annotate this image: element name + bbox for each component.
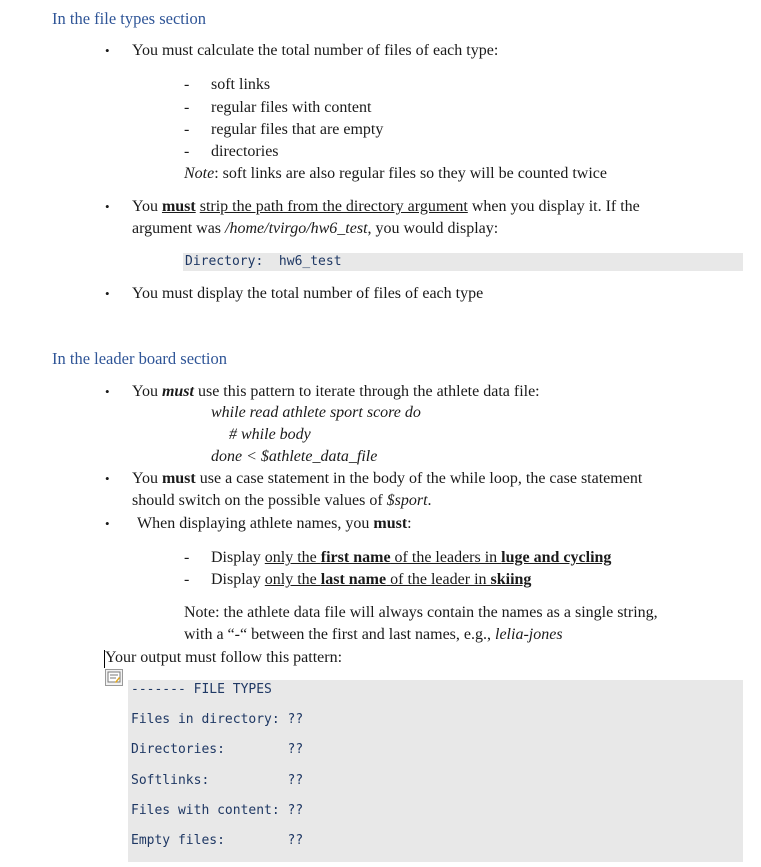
bullet-icon: •	[105, 43, 110, 58]
list-item: regular files with content	[211, 99, 372, 116]
text: of the leader in	[386, 571, 491, 588]
first-name-rule	[211, 549, 611, 567]
emphasis-must: must	[373, 515, 408, 532]
output-code-line: Empty files: ??	[131, 833, 304, 848]
emphasis-must: must	[161, 383, 194, 400]
strip-path-bullet	[132, 198, 640, 216]
athlete-names-bullet	[137, 515, 412, 533]
text: when you display it. If the	[467, 198, 640, 215]
strip-path-bullet-line2	[132, 220, 498, 238]
last-name-rule	[211, 571, 531, 589]
leader-board-heading: In the leader board section	[52, 349, 228, 368]
emphasis: first name	[320, 549, 391, 566]
pattern-code-line	[229, 426, 311, 444]
text: You	[132, 383, 162, 400]
edit-note-icon[interactable]	[105, 669, 123, 686]
case-statement-bullet	[132, 470, 642, 488]
text: Display	[211, 549, 265, 566]
text: with a “-“ between the first and last names, e.g.,	[184, 626, 495, 643]
text: should switch on the possible values of	[132, 492, 387, 509]
dash-marker: -	[184, 76, 190, 93]
output-code-line: Softlinks: ??	[131, 773, 304, 788]
text: only the	[264, 549, 321, 566]
pattern-bullet	[132, 383, 540, 401]
text: use a case statement in the body of the while loop, the case statement	[195, 470, 643, 487]
note-text: : soft links are also regular files so they will be counted twice	[214, 165, 607, 182]
dash-marker: -	[184, 143, 190, 160]
emphasis: last name	[320, 571, 387, 588]
file-types-heading: In the file types section	[52, 9, 206, 28]
sport-variable: $sport	[386, 492, 428, 509]
list-item: directories	[211, 143, 279, 160]
text: When displaying athlete names, you	[137, 515, 374, 532]
example-path: /home/tvirgo/hw6_test	[225, 220, 368, 237]
code-text: while read athlete sport score do	[211, 404, 421, 421]
soft-links-note	[184, 165, 607, 183]
emphasis: luge and cycling	[501, 549, 612, 566]
output-code-line: ------- FILE TYPES	[131, 682, 272, 697]
text: You	[132, 470, 162, 487]
dash-marker: -	[184, 549, 190, 566]
bullet-icon: •	[105, 286, 110, 301]
directory-code-line: Directory: hw6_test	[185, 254, 342, 269]
pattern-code-line	[211, 448, 377, 466]
output-code-line: Files in directory: ??	[131, 712, 304, 727]
strip-path-underlined: strip the path from the directory argument	[199, 198, 468, 215]
emphasis-must: must	[161, 470, 196, 487]
output-code-line: Directories: ??	[131, 742, 304, 757]
text: use this pattern to iterate through the athlete data file:	[193, 383, 540, 400]
note-label: Note	[184, 165, 215, 182]
example-name: lelia-jones	[495, 626, 563, 643]
bullet-icon: •	[105, 516, 110, 531]
text: argument was	[132, 220, 226, 237]
names-note-line2	[184, 626, 563, 644]
bullet-icon: •	[105, 471, 110, 486]
file-types-bullet-1: You must calculate the total number of files of each type:	[132, 42, 499, 59]
code-text: # while body	[229, 426, 311, 443]
dash-marker: -	[184, 571, 190, 588]
dash-marker: -	[184, 99, 190, 116]
emphasis-must: must	[161, 198, 196, 215]
text: , you would display:	[367, 220, 499, 237]
output-intro: Your output must follow this pattern:	[105, 649, 343, 666]
text: .	[427, 492, 432, 509]
text: You	[132, 198, 162, 215]
list-item: regular files that are empty	[211, 121, 384, 138]
list-item: soft links	[211, 76, 271, 93]
emphasis: skiing	[490, 571, 532, 588]
pattern-code-line	[211, 404, 421, 422]
dash-marker: -	[184, 121, 190, 138]
case-statement-bullet-line2	[132, 492, 432, 510]
text: of the leaders in	[390, 549, 502, 566]
names-note-line1: Note: the athlete data file will always contain the names as a single string,	[184, 604, 658, 621]
text: only the	[264, 571, 321, 588]
text: :	[407, 515, 412, 532]
file-types-bullet-3: You must display the total number of files of each type	[132, 285, 484, 302]
bullet-icon: •	[105, 199, 110, 214]
text: Display	[211, 571, 265, 588]
code-text: done < $athlete_data_file	[211, 448, 378, 465]
output-code-line: Files with content: ??	[131, 803, 304, 818]
bullet-icon: •	[105, 384, 110, 399]
